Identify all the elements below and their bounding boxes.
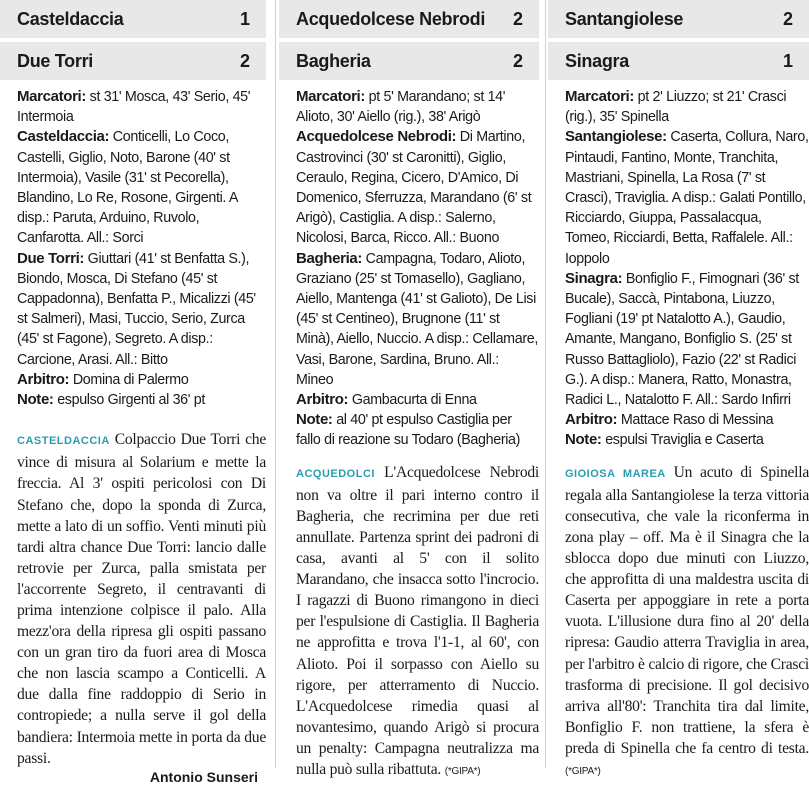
- home-team-name: Casteldaccia: [17, 8, 124, 29]
- match-column-2: [279, 0, 543, 778]
- notes-text: espulso Girgenti al 36' pt: [53, 392, 206, 409]
- home-team-score: 2: [512, 8, 523, 29]
- home-lineup-line: [296, 127, 539, 248]
- referee-line: [296, 390, 539, 410]
- away-lineup-label: Sinagra:: [565, 269, 623, 287]
- home-team-score: 1: [239, 8, 250, 29]
- referee-text: Gambacurta di Enna: [348, 392, 477, 409]
- scorers-text: pt 2' Liuzzo; st 21' Crasci (rig.), 35' Spinella: [565, 89, 787, 126]
- notes-line: [296, 410, 539, 450]
- article-text: Un acuto di Spinella regala alla Santangiolese la terza vittoria consecutiva, che vale la riconferma in zona play – off. Ma è il Sinagra che la sblocca dopo due minuti con Liuzzo, che approfitta di una maldestra uscita di Caserta per appoggiare in rete a porta vuota. L'illusione dura fino al 20' della ripresa: Gaudio atterra Traviglia in area, per l'arbitro è calcio di rigore, che Crascì trasforma di precisione. Il gol decisivo arriva all'80': Tranchita tira dal limite, Bonfiglio F. non trattiene, la sfera è preda di Spinella che fa centro di testa.: [565, 463, 809, 757]
- article-dateline: GIOIOSA MAREA: [565, 467, 666, 480]
- away-lineup-text: Campagna, Todaro, Alioto, Graziano (25' st Tomasello), Gagliano, Aiello, Mantenga (41' st Galioto), De Lisi (45' st Centineo), Brugnone (11' st Minà), Aiello, Nuccio. A disp.: Cellamare, Vasi, Barone, Sardina, Bruno. All.: Mineo: [296, 250, 538, 388]
- away-team-name: Sinagra: [565, 50, 629, 71]
- home-lineup-text: Caserta, Collura, Naro, Pintaudi, Fantino, Monte, Tranchita, Mastriani, Spinella, La Rosa (7' st Crasci), Traviglia. A disp.: Galati Pontillo, Ricciardo, Giuppa, Passalacqua, Tomeo, Ricciardi, Betta, Raffalele. All.: Ioppolo: [565, 129, 809, 267]
- away-lineup-text: Bonfiglio F., Fimognari (36' st Bucale), Saccà, Pintabona, Liuzzo, Fogliani (19' pt Natalotto A.), Gaudio, Amante, Mangano, Bonfiglio S. (25' st Russo Battagliolo), Fazio (22' st Radici G.). A disp.: Manera, Ratto, Monastra, Radici L., Natalotto F. All.: Sardo Infirri: [565, 270, 799, 409]
- scorers-line: [296, 87, 539, 127]
- referee-line: [17, 370, 266, 390]
- notes-text: espulsi Traviglia e Caserta: [601, 432, 764, 449]
- match-report: [548, 80, 809, 451]
- match-article: [548, 462, 809, 782]
- referee-label: Arbitro:: [565, 411, 618, 429]
- article-text: Colpaccio Due Torri che vince di misura al Solarium e mette la freccia. Al 3' ospiti pericolosi con Di Stefano che, dopo la sponda di Zurca, mette a lato di un soffio. Venti minuti più tardi altra chance Due Torri: lancio dalle retrovie per Zurca, palla smistata per l'accorrente Segreto, il centravanti di prima intenzione colpisce il palo. Alla mezz'ora della ripresa gli ospiti passano con un gran tiro da fuori area di Mosca che non lascia scampo a Conticelli. A due dalla fine raddoppio di Serio in contropiede; a nulla serve il gol della bandiera: Intermoia mette in porta da due passi.: [17, 431, 266, 767]
- home-lineup-line: [17, 127, 266, 248]
- home-team-row: [0, 0, 266, 38]
- home-lineup-line: [565, 127, 809, 268]
- home-team-row: [548, 0, 809, 38]
- column-divider: [545, 0, 546, 768]
- article-credit: (*GIPA*): [565, 765, 601, 777]
- home-team-name: Santangiolese: [565, 8, 684, 29]
- away-team-row: [548, 42, 809, 80]
- match-column-3: [548, 0, 809, 777]
- notes-label: Note:: [565, 431, 602, 449]
- notes-label: Note:: [17, 391, 54, 409]
- article-author: Antonio Sunseri: [149, 768, 258, 785]
- article-dateline: CASTELDACCIA: [17, 435, 110, 448]
- away-lineup-text: Giuttari (41' st Benfatta S.), Biondo, Mosca, Di Stefano (45' st Cappadonna), Benfatta P., Micalizzi (45' st Salmeri), Masi, Tuccio, Serio, Zurca (45' st Fagone), Segreto. A disp.: Carcione, Arasi. All.: Bitto: [17, 250, 256, 368]
- match-column-1: [0, 0, 270, 785]
- scorers-line: [17, 87, 266, 127]
- away-lineup-line: [565, 269, 809, 410]
- home-lineup-text: Di Martino, Castrovinci (30' st Caronitti), Giglio, Ceraulo, Regina, Cicero, D'Amico, Di Domenico, Sferruzza, Marandano (6' st Arigò), Castiglia. A disp.: Salerno, Nicolosi, Barca, Ricco. All.: Buono: [296, 129, 532, 247]
- match-report: [0, 80, 266, 410]
- home-lineup-label: Casteldaccia:: [17, 128, 110, 146]
- referee-line: [565, 410, 809, 430]
- away-team-score: 2: [239, 50, 250, 71]
- scorers-label: Marcatori:: [565, 88, 635, 105]
- home-team-name: Acquedolcese Nebrodi: [296, 8, 486, 29]
- match-article: [0, 429, 266, 769]
- referee-text: Mattace Raso di Messina: [617, 412, 774, 429]
- away-team-name: Due Torri: [17, 50, 93, 71]
- column-divider: [275, 0, 276, 768]
- notes-line: [17, 390, 266, 410]
- home-team-row: [279, 0, 539, 38]
- away-team-name: Bagheria: [296, 50, 371, 71]
- match-report: [279, 80, 539, 451]
- notes-line: [565, 430, 809, 450]
- away-team-score: 1: [782, 50, 793, 71]
- home-team-score: 2: [782, 8, 793, 29]
- match-article: [279, 462, 539, 782]
- away-lineup-label: Due Torri:: [17, 249, 85, 267]
- scorers-label: Marcatori:: [296, 88, 366, 105]
- notes-label: Note:: [296, 411, 333, 429]
- notes-text: al 40' pt espulso Castiglia per fallo di reazione su Todaro (Bagheria): [296, 412, 521, 449]
- referee-label: Arbitro:: [17, 370, 70, 388]
- referee-label: Arbitro:: [296, 391, 349, 409]
- home-lineup-label: Santangiolese:: [565, 128, 667, 146]
- referee-text: Domina di Palermo: [69, 371, 189, 388]
- article-text: L'Acquedolcese Nebrodi non va oltre il pari interno contro il Bagheria, che recrimina per due reti annullate. Partenza sprint dei padroni di casa, avanti al 5' con il solito Marandano, che insacca sotto l'incrocio. I ragazzi di Buono rimangono in dieci per l'espulsione di Castiglia. Il Bagheria ne approfitta e trova l'1-1, al 60', con Alioto. Poi il sorpasso con Aiello su rigore, per atterramento di Nuccio. L'Acquedolcese rimedia quasi al novantesimo, quando Arigò si procura un penalty: Campagna neutralizza ma nulla può sulla ribattuta.: [296, 463, 539, 778]
- scorers-text: pt 5' Marandano; st 14' Alioto, 30' Aiello (rig.), 38' Arigò: [296, 89, 506, 126]
- away-team-score: 2: [512, 50, 523, 71]
- article-dateline: ACQUEDOLCI: [296, 467, 375, 480]
- scorers-text: st 31' Mosca, 43' Serio, 45' Intermoia: [17, 89, 251, 126]
- away-team-row: [0, 42, 266, 80]
- scorers-label: Marcatori:: [17, 88, 87, 105]
- scorers-line: [565, 87, 809, 127]
- home-lineup-text: Conticelli, Lo Coco, Castelli, Giglio, Noto, Barone (40' st Intermoia), Vasile (31' st Pecorella), Blandino, Lo Re, Rosone, Girgenti. A disp.: Paruta, Arduino, Ruvolo, Canfarotta. All.: Sorci: [17, 129, 238, 247]
- article-credit: (*GIPA*): [444, 765, 481, 777]
- away-lineup-line: [296, 249, 539, 390]
- away-lineup-label: Bagheria:: [296, 249, 363, 267]
- away-lineup-line: [17, 249, 266, 370]
- away-team-row: [279, 42, 539, 80]
- home-lineup-label: Acquedolcese Nebrodi:: [296, 128, 457, 146]
